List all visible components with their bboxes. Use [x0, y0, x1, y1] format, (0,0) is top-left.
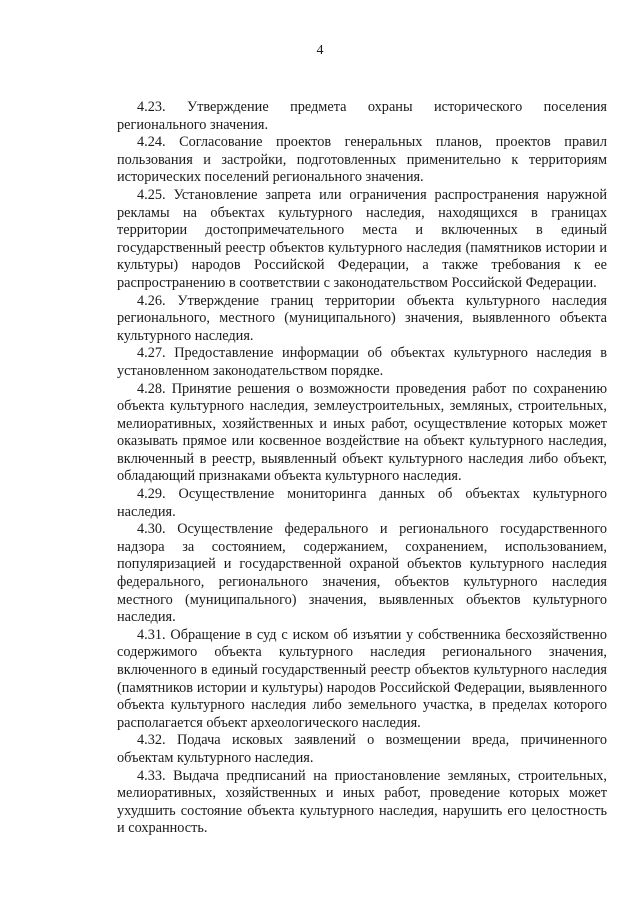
page-number: 4 [316, 43, 324, 58]
document-body [117, 99, 607, 838]
clause-4-29: 4.29. Осуществление мониторинга данных об объектах культурного наследия. [117, 486, 607, 520]
clause-4-23: 4.23. Утверждение предмета охраны исторического поселения регионального значения. [117, 99, 607, 133]
clause-4-32: 4.32. Подача исковых заявлений о возмещении вреда, причиненного объектам культурного наследия. [117, 732, 607, 766]
clause-4-30: 4.30. Осуществление федерального и регионального государственного надзора за состоянием, содержанием, сохранением, использованием, популяризацией и государственной охраной объектов культурного наследия федерального, регионального значения, объектов культурного наследия местного (муниципального) значения, выявленных объектов культурного наследия. [117, 521, 607, 626]
clause-4-25: 4.25. Установление запрета или ограничения распространения наружной рекламы на объектах культурного наследия, находящихся в границах территории достопримечательного места и включенных в единый государственный реестр объектов культурного наследия (памятников истории и культуры) народов Российской Федерации, а также требования к ее распространению в соответствии с законодательством Российской Федерации. [117, 186, 607, 291]
clause-4-33: 4.33. Выдача предписаний на приостановление земляных, строительных, мелиоративных, хозяйственных и иных работ, проведение которых может ухудшить состояние объекта культурного наследия, нарушить его целостность и сохранность. [117, 767, 607, 837]
clause-4-28: 4.28. Принятие решения о возможности проведения работ по сохранению объекта культурного наследия, землеустроительных, земляных, строительных, мелиоративных, хозяйственных и иных работ, осуществление которых может оказывать прямое или косвенное воздействие на объект культурного наследия, включенный в реестр, выявленный объект культурного наследия либо объект, обладающий признаками объекта культурного наследия. [117, 380, 607, 485]
clause-4-31: 4.31. Обращение в суд с иском об изъятии у собственника бесхозяйственно содержимого объекта культурного наследия регионального значения, включенного в единый государственный реестр объектов культурного наследия (памятников истории и культуры) народов Российской Федерации, выявленного объекта культурного наследия либо земельного участка, в пределах которого располагается объект археологического наследия. [117, 626, 607, 731]
clause-4-26: 4.26. Утверждение границ территории объекта культурного наследия регионального, местного (муниципального) значения, выявленного объекта культурного наследия. [117, 292, 607, 344]
clause-4-24: 4.24. Согласование проектов генеральных планов, проектов правил пользования и застройки, подготовленных применительно к территориям исторических поселений регионального значения. [117, 134, 607, 186]
clause-4-27: 4.27. Предоставление информации об объектах культурного наследия в установленном законодательством порядке. [117, 345, 607, 379]
